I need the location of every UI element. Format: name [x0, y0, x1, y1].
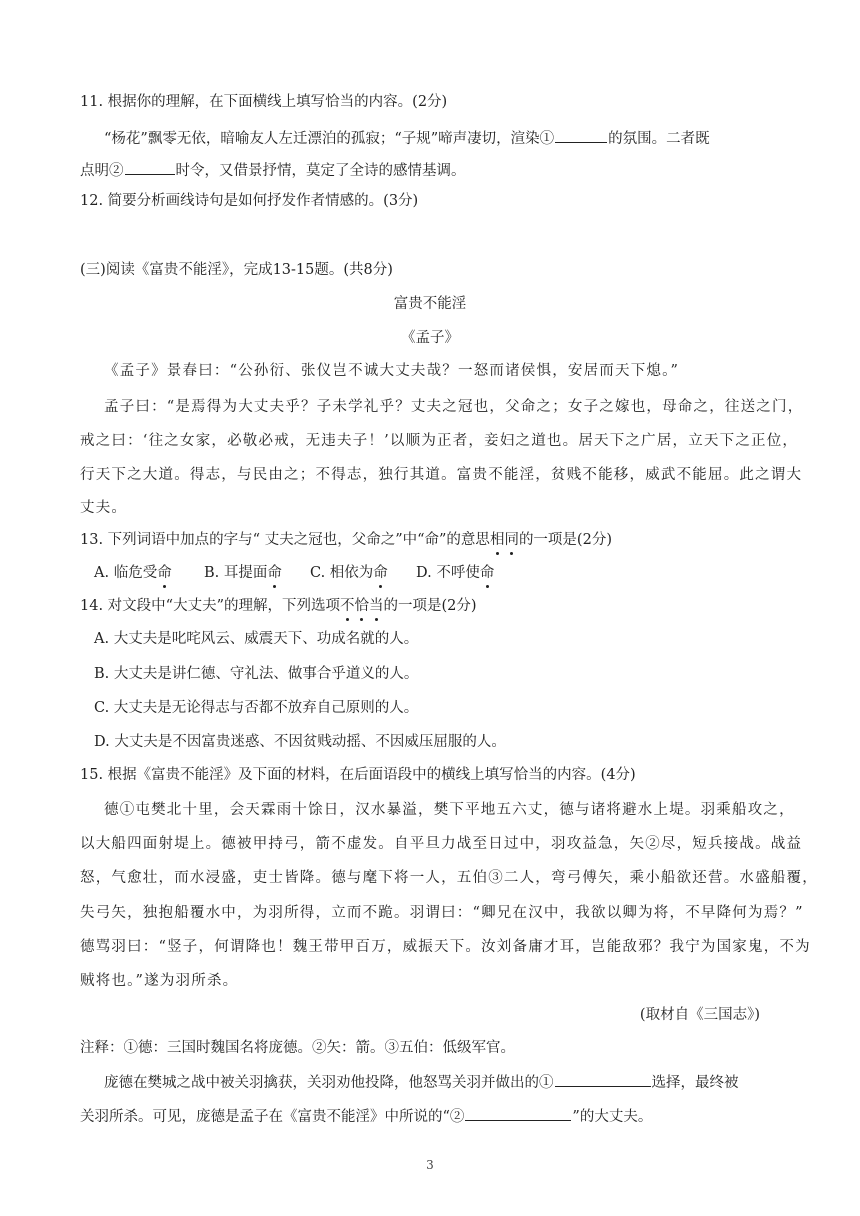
- material-line2: 以大船四面射堤上。德被甲持弓，箭不虚发。自平旦力战至日过中，羽攻益急，矢②尽，短兵接战。战益: [80, 836, 803, 852]
- material-note: 注释：①德：三国时魏国名将庞德。②矢：箭。③五伯：低级军官。: [80, 1040, 515, 1056]
- material-line5: 德骂羽曰：“竖子，何谓降也！魏王带甲百万，威振天下。汝刘备庸才耳，岂能敌邪？我宁为国家鬼，不为: [80, 939, 811, 955]
- q13-option-d[interactable]: [416, 563, 522, 583]
- emphasis-char: 恰: [354, 598, 369, 614]
- q13-option-a[interactable]: [94, 563, 204, 583]
- section-header: (三)阅读《富贵不能淫》，完成13-15题。(共8分): [80, 262, 393, 278]
- q14-option-c[interactable]: C. 大丈夫是无论得志与否都不放弃自己原则的人。: [94, 700, 419, 716]
- q15-answer-line1: [104, 1071, 782, 1093]
- emphasis-char: 当: [369, 598, 384, 614]
- emphasis-char: 不: [340, 598, 355, 614]
- q11-text-d: 时令，又借景抒情，莫定了全诗的感情基调。: [175, 163, 466, 179]
- answer-blank-2[interactable]: [125, 159, 175, 175]
- emphasis-char: 命: [157, 565, 172, 581]
- q11-text-c: 点明②: [80, 163, 124, 179]
- material-line4: 失弓矢，独抱船覆水中，为羽所得，立而不跪。羽谓曰：“卿兄在汉中，我欲以卿为将，不早降何为焉？”: [80, 905, 804, 921]
- q13-stem-text-a: 13. 下列词语中加点的字与“ 丈夫之冠也，父命之”中“命”的意思: [80, 532, 490, 548]
- page-number: 3: [426, 1158, 434, 1172]
- q15-answer-text-d: ”的大丈夫。: [572, 1109, 653, 1125]
- q15-stem: 15. 根据《富贵不能淫》及下面的材料，在后面语段中的横线上填写恰当的内容。(4分): [80, 767, 636, 783]
- q11-stem: 11. 根据你的理解，在下面横线上填写恰当的内容。(2分): [80, 94, 448, 110]
- q11-text-a: “杨花”飘零无依，暗喻友人左迁漂泊的孤寂；“子规”啼声凄切，渲染①: [104, 131, 555, 147]
- q14-stem: [80, 596, 782, 616]
- q13-option-c[interactable]: [310, 563, 416, 583]
- q15-answer-text-c: 关羽所杀。可见，庞德是孟子在《富贵不能淫》中所说的“②: [80, 1109, 465, 1125]
- q15-answer-text-a: 庞德在樊城之战中被关羽擒获，关羽劝他投降，他怒骂关羽并做出的①: [104, 1075, 554, 1091]
- q13-option-b[interactable]: [204, 563, 310, 583]
- q15-answer-text-b: 选择，最终被: [651, 1075, 739, 1091]
- passage-source: 《孟子》: [401, 330, 459, 346]
- material-line6: 贼将也。”遂为羽所杀。: [80, 973, 239, 989]
- option-text: C. 相依为: [310, 565, 374, 581]
- material-line3: 怒，气愈壮，而水浸盛，吏士皆降。德与麾下将一人，五伯③二人，弯弓傅矢，乘小船欲还营。水盛船覆，: [80, 870, 818, 886]
- option-text: A. 临危受: [94, 565, 158, 581]
- answer-blank-3[interactable]: [555, 1071, 651, 1087]
- q11-paragraph-line1: [104, 127, 782, 149]
- q13-stem: [80, 530, 782, 550]
- emphasis-char: 同: [504, 532, 519, 548]
- passage-para2-line3: 行天下之大道。得志，与民由之；不得志，独行其道。富贵不能淫，贫贱不能移，威武不能屈。此之谓大: [80, 467, 803, 483]
- passage-title: 富贵不能淫: [393, 296, 467, 312]
- option-text: D. 不呼使: [416, 565, 480, 581]
- q15-answer-line2: [80, 1105, 782, 1127]
- answer-blank-4[interactable]: [465, 1105, 571, 1121]
- passage-para2-line4: 丈夫。: [80, 500, 128, 516]
- q11-text-b: 的氛围。二者既: [608, 131, 710, 147]
- answer-blank-1[interactable]: [555, 127, 607, 143]
- option-text: B. 耳提面: [204, 565, 268, 581]
- emphasis-char: 命: [373, 565, 388, 581]
- emphasis-char: 相: [489, 532, 505, 548]
- q13-stem-text-b: 的一项是(2分): [518, 532, 612, 548]
- passage-para1: 《孟子》景春曰：“公孙衍、张仪岂不诚大丈夫哉？一怒而诸侯惧，安居而天下熄。”: [104, 363, 680, 379]
- q14-option-a[interactable]: A. 大丈夫是叱咤风云、威震天下、功成名就的人。: [94, 631, 419, 647]
- passage-para2-line2: 戒之曰：‘往之女家，必敬必戒，无违夫子！’以顺为正者，妾妇之道也。居天下之广居，立天下之正位，: [80, 433, 799, 449]
- material-source: (取材自《三国志》): [639, 1007, 760, 1023]
- material-line1: 德①屯樊北十里，会天霖雨十馀日，汉水暴溢，樊下平地五六丈，德与诸将避水上堤。羽乘船攻之，: [104, 802, 795, 818]
- q14-option-b[interactable]: B. 大丈夫是讲仁德、守礼法、做事合乎道义的人。: [94, 666, 419, 682]
- passage-para2-line1: 孟子曰：“是焉得为大丈夫乎？子未学礼乎？丈夫之冠也，父命之；女子之嫁也，母命之，往送之门，: [104, 399, 804, 415]
- q14-stem-text-a: 14. 对文段中“大丈夫”的理解，下列选项: [80, 598, 340, 614]
- q14-stem-text-b: 的一项是(2分): [383, 598, 477, 614]
- q12-stem: 12. 简要分析画线诗句是如何抒发作者情感的。(3分): [80, 193, 419, 209]
- emphasis-char: 命: [267, 565, 282, 581]
- q13-options: [94, 563, 782, 583]
- emphasis-char: 命: [479, 565, 495, 581]
- q11-paragraph-line2: [80, 159, 782, 181]
- q14-option-d[interactable]: D. 大丈夫是不因富贵迷惑、不因贫贱动摇、不因威压屈服的人。: [94, 734, 506, 750]
